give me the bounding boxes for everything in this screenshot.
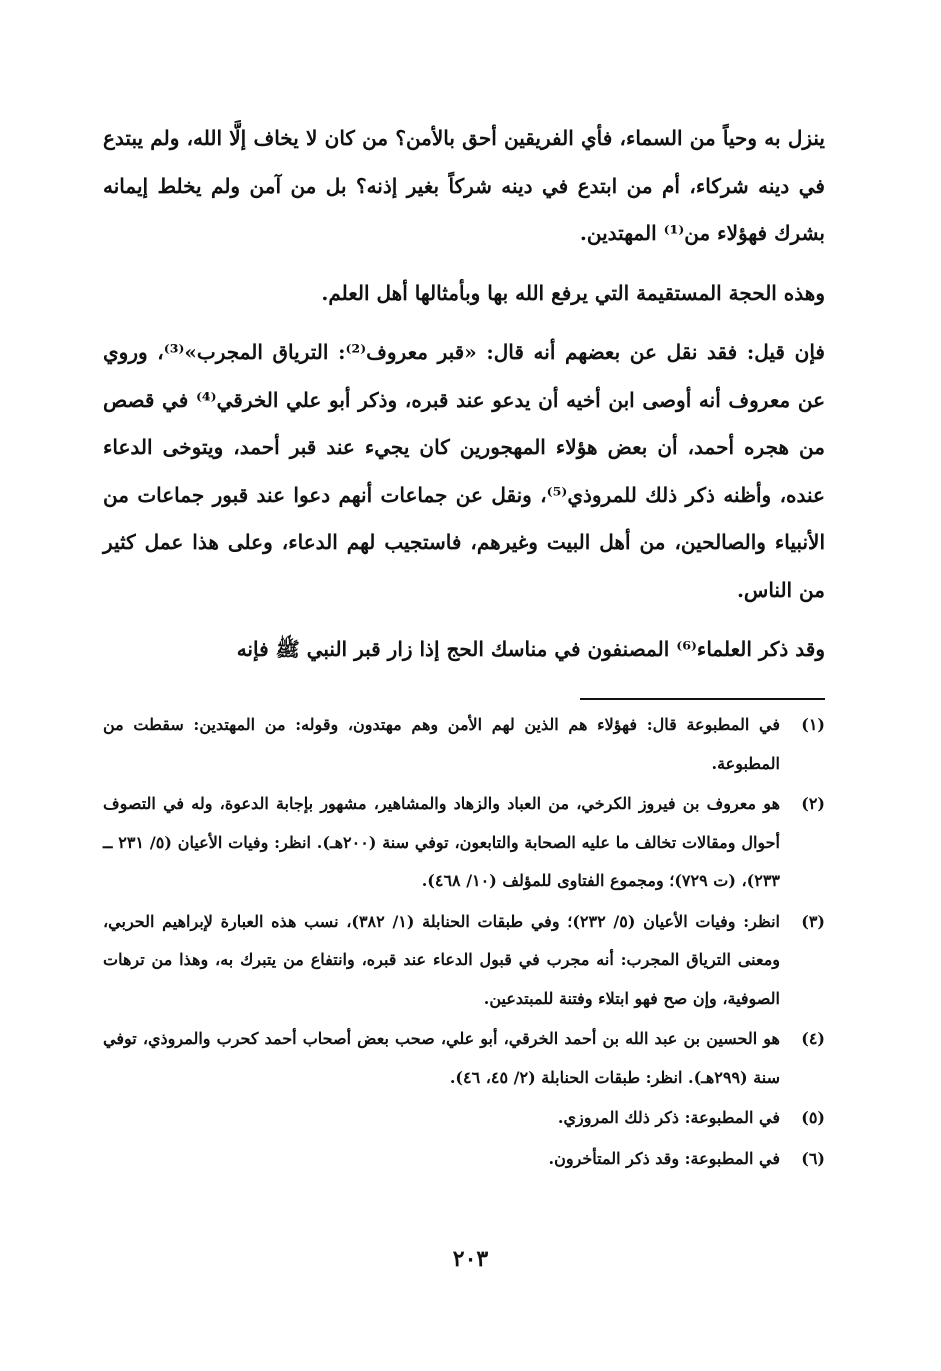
footnote-number: (٢) <box>801 794 825 813</box>
footnote <box>103 785 825 901</box>
footnote <box>103 903 825 1019</box>
footnotes <box>103 706 825 1178</box>
main-text <box>103 115 825 674</box>
footnote <box>103 706 825 783</box>
paragraph: فإن قيل: فقد نقل عن بعضهم أنه قال: «قبر معروف⁽²⁾: الترياق المجرب»⁽³⁾، وروي عن معروف أنه أوصى ابن أخيه أن يدعو عند قبره، وذكر أبو علي الخرقي⁽⁴⁾ في قصص من هجره أحمد، أن بعض هؤلاء المهجورين كان يجيء عند قبر أحمد، ويتوخى الدعاء عنده، وأظنه ذكر ذلك للمروذي⁽⁵⁾، ونقل عن جماعات أنهم دعوا عند قبور جماعات من الأنبياء والصالحين، من أهل البيت وغيرهم، فاستجيب لهم الدعاء، وعلى هذا عمل كثير من الناس. <box>103 340 825 602</box>
footnote-text: في المطبوعة: ذكر ذلك المروزي. <box>557 1108 780 1127</box>
footnote <box>103 1140 825 1179</box>
footnote-text: هو الحسين بن عبد الله بن أحمد الخرقي، أبو علي، صحب بعض أصحاب أحمد كحرب والمروذي، توفي سنة (٢٩٩هـ). انظر: طبقات الحنابلة (٢/ ٤٥، ٤٦). <box>103 1029 780 1087</box>
footnote-text: انظر: وفيات الأعيان (٥/ ٢٣٢)؛ وفي طبقات الحنابلة (١/ ٣٨٢)، نسب هذه العبارة لإبراهيم الحربي، ومعنى الترياق المجرب: أنه مجرب في قبول الدعاء عند قبره، وانتفاع من يتبرك به، وهذا من ترهات الصوفية، وإن صح فهو ابتلاء وفتنة للمبتدعين. <box>103 911 780 1008</box>
paragraph: وهذه الحجة المستقيمة التي يرفع الله بها وبأمثالها أهل العلم. <box>321 280 825 305</box>
paragraph: ينزل به وحياً من السماء، فأي الفريقين أحق بالأمن؟ من كان لا يخاف إلَّا الله، ولم يبتدع في دينه شركاء، أم من ابتدع في دينه شركاً بغير إذنه؟ بل من آمن ولم يخلط إيمانه بشرك فهؤلاء من⁽¹⁾ المهتدين. <box>103 126 825 245</box>
footnote-text: هو معروف بن فيروز الكرخي، من العباد والزهاد والمشاهير، مشهور بإجابة الدعوة، وله في التصوف أحوال ومقالات تخالف ما عليه الصحابة والتابعون، توفي سنة (٢٠٠هـ). انظر: وفيات الأعيان (٥/ ٢٣١ ــ ٢٣٣)، (ت ٧٢٩)؛ ومجموع الفتاوى للمؤلف (١٠/ ٤٦٨). <box>103 794 780 890</box>
footnote-number: (٥) <box>801 1108 825 1127</box>
footnote-number: (٦) <box>801 1148 825 1168</box>
footnote-number: (٣) <box>801 911 825 931</box>
footnote-number: (١) <box>801 715 825 734</box>
paragraph: وقد ذكر العلماء⁽⁶⁾ المصنفون في مناسك الحج إذا زار قبر النبي ﷺ فإنه <box>236 637 825 661</box>
footnote-number: (٤) <box>801 1029 825 1048</box>
footnote <box>103 1099 825 1138</box>
page-number: ٢٠٣ <box>452 1246 489 1272</box>
footnote-divider <box>580 698 825 700</box>
footnote <box>103 1020 825 1097</box>
footnote-text: في المطبوعة: وقد ذكر المتأخرون. <box>548 1148 780 1168</box>
footnote-text: في المطبوعة قال: فهؤلاء هم الذين لهم الأمن وهم مهتدون، وقوله: من المهتدين: سقطت من المطبوعة. <box>103 715 780 773</box>
